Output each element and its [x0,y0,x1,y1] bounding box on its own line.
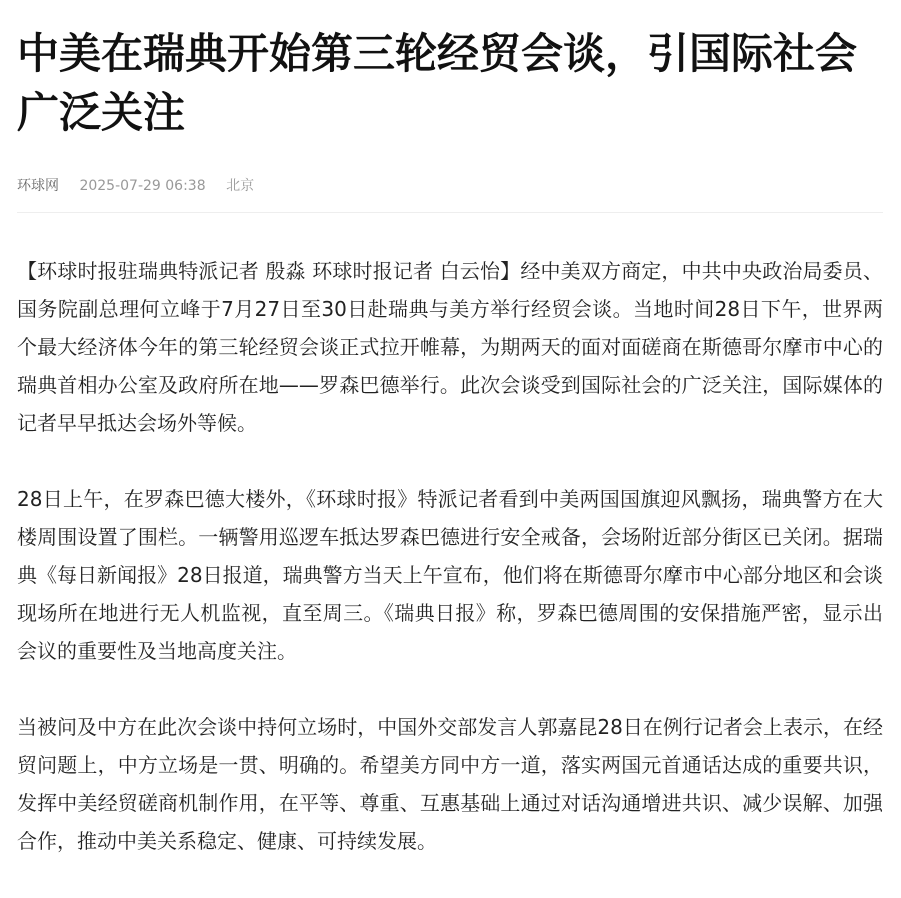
paragraph: 当被问及中方在此次会谈中持何立场时，中国外交部发言人郭嘉昆28日在例行记者会上表示，在经贸问题上，中方立场是一贯、明确的。希望美方同中方一道，落实两国元首通话达成的重要共识，发挥中美经贸磋商机制作用，在平等、尊重、互惠基础上通过对话沟通增进共识、减少误解、加强合作，推动中美关系稳定、健康、可持续发展。 [17,715,883,853]
paragraph: 28日上午，在罗森巴德大楼外，《环球时报》特派记者看到中美两国国旗迎风飘扬，瑞典警方在大楼周围设置了围栏。一辆警用巡逻车抵达罗森巴德进行安全戒备，会场附近部分街区已关闭。据瑞典《每日新闻报》28日报道，瑞典警方当天上午宣布，他们将在斯德哥尔摩市中心部分地区和会谈现场所在地进行无人机监视，直至周三。《瑞典日报》称，罗森巴德周围的安保措施严密，显示出会议的重要性及当地高度关注。 [17,487,883,663]
article-meta [17,176,270,196]
article-title: 中美在瑞典开始第三轮经贸会谈，引国际社会广泛关注 [17,29,858,137]
publish-location: 北京 [226,178,255,194]
paragraph: 【环球时报驻瑞典特派记者 殷淼 环球时报记者 白云怡】经中美双方商定，中共中央政治局委员、国务院副总理何立峰于7月27日至30日赴瑞典与美方举行经贸会谈。当地时间28日下午，世界两个最大经济体今年的第三轮经贸会谈正式拉开帷幕，为期两天的面对面磋商在斯德哥尔摩市中心的瑞典首相办公室及政府所在地——罗森巴德举行。此次会谈受到国际社会的广泛关注，国际媒体的记者早早抵达会场外等候。 [17,259,883,435]
meta-divider [17,212,883,213]
publish-datetime: 2025-07-29 06:38 [79,178,206,194]
article-body [17,252,883,898]
source-name[interactable]: 环球网 [17,178,59,194]
